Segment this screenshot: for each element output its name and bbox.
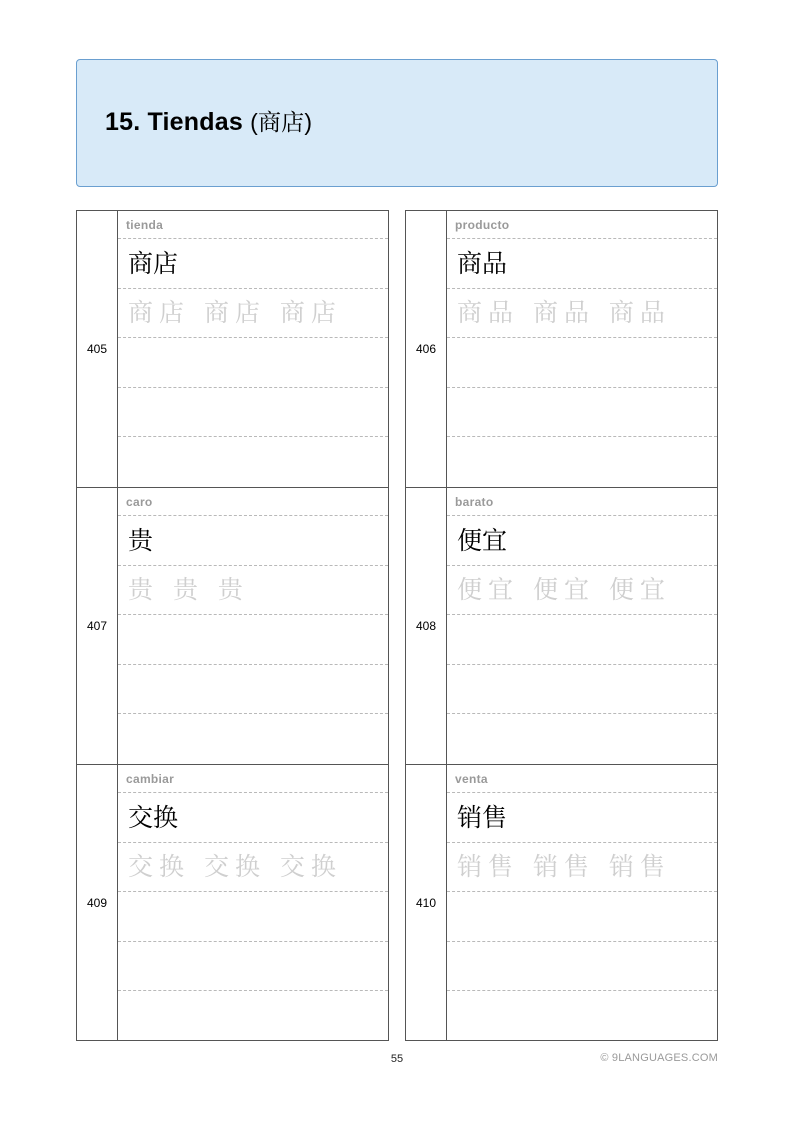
- practice-cell: [76, 487, 389, 764]
- character-line: [118, 239, 388, 289]
- trace-line: [118, 566, 388, 616]
- character-trace: 贵 贵 贵: [128, 575, 249, 605]
- blank-practice-line: [447, 615, 717, 665]
- cell-number: 405: [86, 342, 108, 356]
- practice-sheet: [76, 210, 718, 1041]
- blank-practice-line: [447, 338, 717, 388]
- cell-body: [447, 765, 717, 1040]
- cell-header: [118, 211, 388, 239]
- blank-practice-line: [118, 892, 388, 942]
- cell-header: [447, 211, 717, 239]
- blank-practice-line: [447, 892, 717, 942]
- character-trace: 商品 商品 商品: [457, 298, 671, 328]
- cell-number: 407: [86, 619, 108, 633]
- blank-practice-line: [118, 942, 388, 992]
- cell-header: [447, 765, 717, 793]
- practice-cell: [405, 764, 718, 1041]
- title-number: 15.: [105, 108, 141, 136]
- character-model: 交换: [128, 802, 179, 832]
- character-trace: 商店 商店 商店: [128, 298, 342, 328]
- title-chinese: (商店): [250, 109, 313, 135]
- vocabulary-word: venta: [455, 771, 488, 786]
- character-line: [447, 793, 717, 843]
- blank-practice-line: [118, 991, 388, 1041]
- practice-row: [76, 487, 718, 764]
- trace-line: [447, 843, 717, 893]
- practice-row: [76, 764, 718, 1041]
- cell-body: [447, 488, 717, 764]
- practice-cell: [76, 764, 389, 1041]
- cell-number: 406: [415, 342, 437, 356]
- blank-practice-line: [447, 942, 717, 992]
- cell-body: [118, 765, 388, 1040]
- practice-row: [76, 210, 718, 487]
- cell-body: [118, 488, 388, 764]
- blank-practice-line: [447, 437, 717, 487]
- character-trace: 交换 交换 交换: [128, 852, 342, 882]
- practice-cell: [405, 487, 718, 764]
- blank-practice-line: [118, 615, 388, 665]
- character-line: [447, 516, 717, 566]
- vocabulary-word: producto: [455, 217, 510, 232]
- trace-line: [447, 566, 717, 616]
- character-model: 便宜: [457, 525, 508, 555]
- character-model: 商店: [128, 248, 179, 278]
- vocabulary-word: caro: [126, 494, 153, 509]
- practice-cell: [405, 210, 718, 487]
- vocabulary-word: cambiar: [126, 771, 175, 786]
- practice-cell: [76, 210, 389, 487]
- cell-body: [118, 211, 388, 487]
- blank-practice-line: [447, 665, 717, 715]
- page-number: 55: [390, 1053, 404, 1065]
- blank-practice-line: [118, 437, 388, 487]
- cell-number-column: [77, 211, 118, 487]
- blank-practice-line: [447, 991, 717, 1041]
- blank-practice-line: [118, 388, 388, 438]
- blank-practice-line: [118, 338, 388, 388]
- cell-number-column: [406, 211, 447, 487]
- cell-number-column: [77, 488, 118, 764]
- character-trace: 销售 销售 销售: [457, 852, 671, 882]
- character-model: 销售: [457, 802, 508, 832]
- title-spanish: Tiendas: [147, 108, 243, 136]
- cell-number: 410: [415, 895, 437, 910]
- cell-header: [118, 765, 388, 793]
- trace-line: [118, 843, 388, 893]
- cell-number-column: [406, 488, 447, 764]
- cell-header: [447, 488, 717, 516]
- trace-line: [447, 289, 717, 339]
- page-title: [105, 104, 312, 137]
- blank-practice-line: [118, 714, 388, 764]
- cell-header: [118, 488, 388, 516]
- title-banner: [76, 59, 718, 187]
- cell-number: 408: [415, 619, 437, 633]
- blank-practice-line: [447, 388, 717, 438]
- cell-number-column: [77, 765, 118, 1040]
- character-trace: 便宜 便宜 便宜: [457, 575, 671, 605]
- cell-body: [447, 211, 717, 487]
- trace-line: [118, 289, 388, 339]
- character-model: 贵: [128, 525, 154, 555]
- character-line: [447, 239, 717, 289]
- character-line: [118, 793, 388, 843]
- character-model: 商品: [457, 248, 508, 278]
- blank-practice-line: [118, 665, 388, 715]
- blank-practice-line: [447, 714, 717, 764]
- cell-number-column: [406, 765, 447, 1040]
- vocabulary-word: barato: [455, 494, 494, 509]
- cell-number: 409: [86, 895, 108, 910]
- copyright-notice: © 9LANGUAGES.COM: [600, 1052, 718, 1064]
- character-line: [118, 516, 388, 566]
- vocabulary-word: tienda: [126, 217, 164, 232]
